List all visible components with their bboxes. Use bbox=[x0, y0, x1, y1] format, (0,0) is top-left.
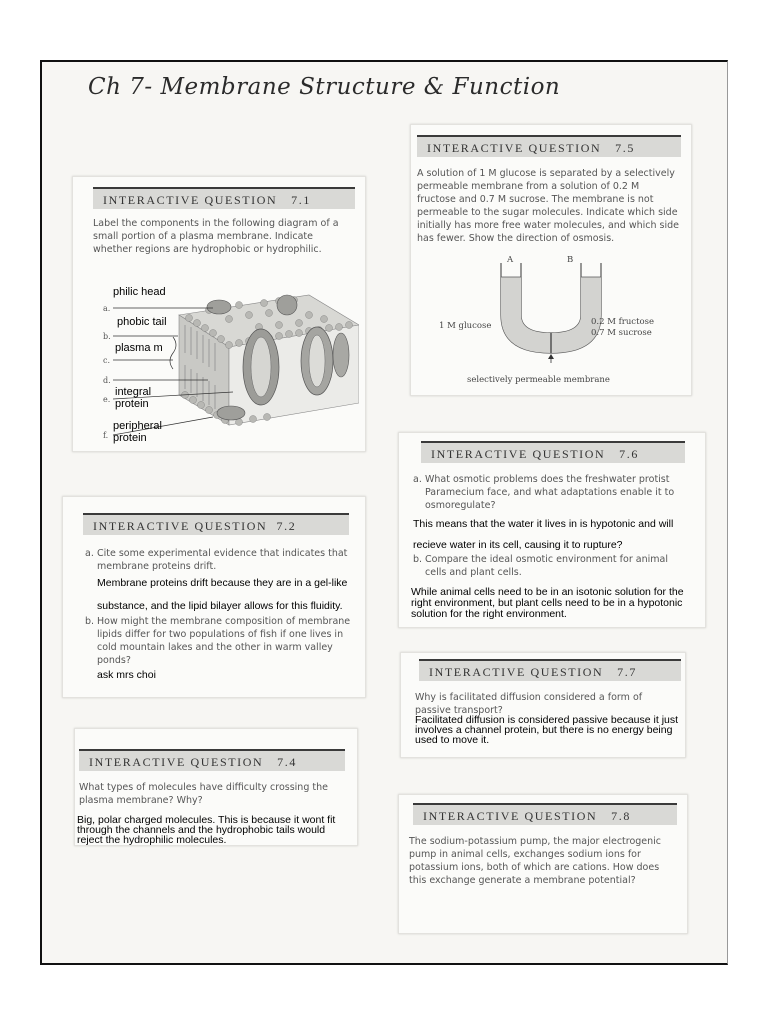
question-header bbox=[421, 441, 685, 463]
label-leader-lines bbox=[73, 177, 367, 453]
label-letter-d: d. bbox=[103, 376, 111, 385]
label-e-protein: protein bbox=[115, 398, 149, 410]
answer-a-line-2: substance, and the lipid bilayer allows for this fluidity. bbox=[97, 600, 343, 612]
question-header bbox=[419, 659, 681, 681]
question-header-text: INTERACTIVE QUESTION bbox=[93, 519, 268, 533]
question-card-7-4 bbox=[74, 728, 358, 846]
question-header-text: INTERACTIVE QUESTION bbox=[423, 809, 598, 823]
question-prompt: Why is facilitated diffusion considered a form of passive transport? bbox=[415, 692, 643, 716]
question-header-text: INTERACTIVE QUESTION bbox=[89, 755, 264, 769]
label-letter-f: f. bbox=[103, 431, 109, 440]
question-header-text: INTERACTIVE QUESTION bbox=[103, 193, 278, 207]
label-letter-e: e. bbox=[103, 395, 111, 404]
question-header-text: INTERACTIVE QUESTION bbox=[427, 141, 602, 155]
question-header bbox=[83, 513, 349, 535]
label-letter-c: c. bbox=[103, 356, 111, 365]
answer-b: ask mrs choi bbox=[97, 669, 156, 681]
answer-b: While animal cells need to be in an isotonic solution for the right environment, but plant cells need to be in a hypotonic solution for the right environment. bbox=[411, 586, 684, 620]
question-header-text: INTERACTIVE QUESTION bbox=[429, 665, 604, 679]
side-a-label: A bbox=[507, 255, 514, 265]
answer: Facilitated diffusion is considered passive because it just involves a channel protein, but there is no energy being used to move it. bbox=[415, 714, 679, 746]
question-a-letter: a. bbox=[413, 474, 422, 485]
question-b-prompt: How might the membrane composition of membrane lipids differ for two populations of fish if one lives in cold mountain lakes and the other in warm valley ponds? bbox=[97, 616, 351, 666]
answer: Big, polar charged molecules. This is because it wont fit through the channels and the hydrophobic tails would reject the hydrophilic molecules. bbox=[77, 814, 336, 846]
label-c-plasma-membrane: plasma m bbox=[115, 342, 163, 354]
question-number: 7.6 bbox=[619, 447, 639, 461]
question-b-prompt: Compare the ideal osmotic environment for animal cells and plant cells. bbox=[425, 554, 668, 578]
question-number: 7.2 bbox=[276, 519, 297, 533]
label-a-philic-head: philic head bbox=[113, 286, 166, 298]
question-prompt: A solution of 1 M glucose is separated by a selectively permeable membrane from a solution of 0.2 M fructose and 0.7 M sucrose. The membrane is not permeable to the sugar molecules. Indicate which side initially has more free water molecules, and which side has fewer. Show the direction of osmosis. bbox=[417, 168, 680, 244]
answer-a-line-2: recieve water in its cell, causing it to rupture? bbox=[413, 539, 623, 551]
membrane-label: selectively permeable membrane bbox=[467, 375, 610, 385]
side-b-label: B bbox=[567, 255, 574, 265]
question-number: 7.4 bbox=[277, 755, 297, 769]
question-a-prompt: What osmotic problems does the freshwater protist Paramecium face, and what adaptations enable it to osmoregulate? bbox=[425, 474, 675, 511]
question-prompt: The sodium-potassium pump, the major electrogenic pump in animal cells, exchanges sodium ions for potassium ions, both of which are cations. How does this exchange generate a membrane potential? bbox=[409, 836, 662, 886]
question-b-letter: b. bbox=[85, 616, 95, 627]
u-tube-diagram bbox=[481, 253, 621, 363]
question-header bbox=[79, 749, 345, 771]
question-number: 7.8 bbox=[611, 809, 631, 823]
answer-a-line-1: Membrane proteins drift because they are in a gel-like bbox=[97, 577, 348, 589]
label-letter-a: a. bbox=[103, 304, 111, 313]
right-solution-label-1: 0.2 M fructose bbox=[591, 317, 654, 327]
label-f-peripheral: peripheral bbox=[113, 420, 162, 432]
question-header bbox=[413, 803, 677, 825]
right-solution-label-2: 0.7 M sucrose bbox=[591, 328, 652, 338]
question-prompt: Label the components in the following diagram of a small portion of a plasma membrane. Indicate whether regions are hydrophobic or hydrophilic. bbox=[93, 218, 339, 255]
question-header bbox=[417, 135, 681, 157]
label-b-phobic-tail: phobic tail bbox=[117, 316, 167, 328]
question-card-7-2 bbox=[62, 496, 366, 698]
label-e-integral: integral bbox=[115, 386, 152, 398]
question-header-text: INTERACTIVE QUESTION bbox=[431, 447, 606, 461]
question-number: 7.5 bbox=[615, 141, 635, 155]
question-card-7-5 bbox=[410, 124, 692, 396]
question-number: 7.7 bbox=[617, 665, 637, 679]
label-f-protein: protein bbox=[113, 432, 147, 444]
question-card-7-1 bbox=[72, 176, 366, 452]
question-card-7-8 bbox=[398, 794, 688, 934]
question-a-prompt: Cite some experimental evidence that indicates that membrane proteins drift. bbox=[97, 548, 348, 572]
page-title: Ch 7- Membrane Structure & Function bbox=[88, 74, 561, 100]
answer-a-line-1: This means that the water it lives in is hypotonic and will bbox=[413, 518, 674, 530]
question-prompt: What types of molecules have difficulty crossing the plasma membrane? Why? bbox=[79, 782, 328, 806]
label-letter-b: b. bbox=[103, 332, 111, 341]
question-card-7-6 bbox=[398, 432, 706, 628]
question-card-7-7 bbox=[400, 652, 686, 758]
question-b-letter: b. bbox=[413, 554, 423, 565]
left-solution-label: 1 M glucose bbox=[439, 321, 492, 331]
question-number: 7.1 bbox=[291, 193, 311, 207]
question-a-letter: a. bbox=[85, 548, 94, 559]
